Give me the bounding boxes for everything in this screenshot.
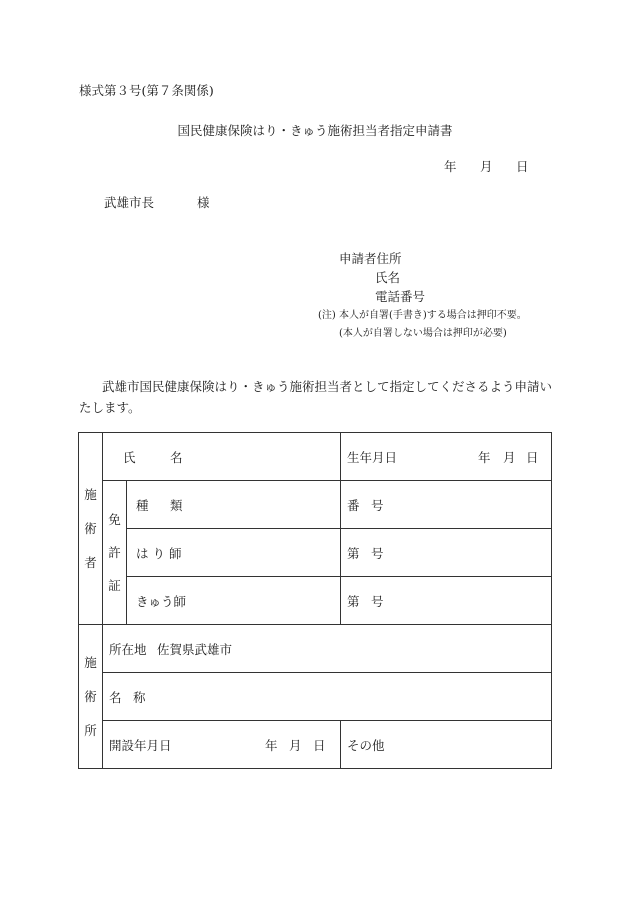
license-number-harishi[interactable] [341,529,552,577]
practitioner-label-char: 施 [84,486,97,502]
birth-month: 月 [503,450,516,465]
addressee-name: 武雄市長 [104,195,155,210]
request-text: 武雄市国民健康保険はり・きゅう施術担当者として指定してくださるよう申請いたします。 [79,379,553,415]
practitioner-label-char: 者 [84,554,97,570]
other-label: その他 [347,738,385,753]
birth-day: 日 [526,450,539,465]
kind-label-1: 種 [136,498,149,513]
location-value: 佐賀県武雄市 [157,642,233,657]
license-kind-harishi [127,529,341,577]
name-label-2: 名 [170,450,183,465]
application-table [78,432,552,769]
name-label-1: 氏 [123,450,136,465]
opening-month: 月 [289,738,302,753]
license-label-char: 免 [108,512,121,527]
practitioner-name-cell[interactable] [103,433,341,481]
facility-location-cell[interactable] [103,625,552,673]
license-label-char: 証 [108,578,121,593]
facility-label-char: 所 [84,722,97,738]
seal-note-2: (本人が自署しない場合は押印が必要) [339,328,507,339]
license-kind: は り 師 [136,546,182,561]
birth-year: 年 [478,450,491,465]
license-no-prefix: 第 [347,546,360,561]
applicant-phone-label: 電話番号 [375,289,426,304]
license-label-char: 許 [108,545,121,560]
facility-name-label-1: 名 [109,690,122,705]
kind-label-2: 類 [170,498,183,513]
number-label-1: 番 [347,498,360,513]
opening-year: 年 [265,738,278,753]
license-label [103,481,127,625]
license-number-kyushi[interactable] [341,577,552,625]
table-row [79,577,552,625]
date-day: 日 [516,159,529,174]
opening-day: 日 [313,738,326,753]
addressee [104,193,210,211]
license-no-suffix: 号 [371,546,384,561]
form-id: 様式第３号(第７条関係) [79,83,214,98]
license-number-header [341,481,552,529]
table-row [79,625,552,673]
table-row [79,721,552,769]
applicant-address-label: 申請者住所 [339,251,402,266]
seal-note-1: (注) 本人が自署(手書き)する場合は押印不要。 [318,310,527,321]
addressee-honorific: 様 [197,195,210,210]
license-kind-header [127,481,341,529]
table-row [79,481,552,529]
opening-date-cell[interactable] [103,721,341,769]
license-no-suffix: 号 [371,594,384,609]
date-year: 年 [444,159,457,174]
birthdate-cell[interactable] [341,433,552,481]
practitioner-label [79,433,103,625]
license-kind: きゅう師 [136,594,187,609]
applicant-name-label: 氏名 [375,270,401,285]
opening-date-label: 開設年月日 [109,738,172,753]
facility-label-char: 施 [84,654,97,670]
table-row [79,433,552,481]
license-no-prefix: 第 [347,594,360,609]
table-row [79,673,552,721]
document-title: 国民健康保険はり・きゅう施術担当者指定申請書 [177,123,453,138]
date-month: 月 [480,159,493,174]
license-kind-kyushi [127,577,341,625]
location-label: 所在地 [109,642,147,657]
facility-label [79,625,103,769]
facility-name-cell[interactable] [103,673,552,721]
other-cell[interactable] [341,721,552,769]
facility-name-label-2: 称 [133,690,146,705]
practitioner-label-char: 術 [84,520,97,536]
facility-label-char: 術 [84,688,97,704]
number-label-2: 号 [371,498,384,513]
birthdate-label: 生年月日 [347,450,398,465]
table-row [79,529,552,577]
